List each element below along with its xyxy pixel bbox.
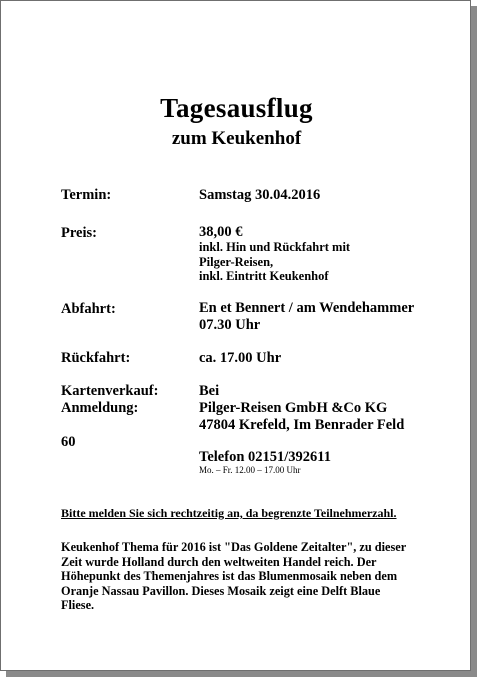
anmeldung-label: Anmeldung: <box>61 400 139 416</box>
paragraph-line-1: Keukenhof Thema für 2016 ist "Das Goldene Zeitalter", zu dieser <box>61 540 407 554</box>
page-subtitle: zum Keukenhof <box>171 128 302 149</box>
kartenverkauf-value: Bei <box>199 383 220 399</box>
page-title: Tagesausflug <box>160 93 313 123</box>
termin-value: Samstag 30.04.2016 <box>199 187 321 203</box>
paragraph-line-4: Oranje Nassau Pavillon. Dieses Mosaik zeigt eine Delft Blaue <box>61 583 381 598</box>
termin-label: Termin: <box>61 187 112 203</box>
paragraph-line-5: Fliese. <box>61 598 95 613</box>
preis-line-1: inkl. Hin und Rückfahrt mit <box>199 240 351 254</box>
preis-line-3: inkl. Eintritt Keukenhof <box>199 269 329 283</box>
telefon-value: Telefon 02151/392611 <box>199 449 331 465</box>
kartenverkauf-label: Kartenverkauf: <box>61 383 159 399</box>
anmeldung-line-1: Pilger-Reisen GmbH &Co KG <box>199 400 388 416</box>
registration-notice: Bitte melden Sie sich rechtzeitig an, da begrenzte Teilnehmerzahl. <box>61 506 397 520</box>
anmeldung-line-2: 47804 Krefeld, Im Benrader Feld <box>199 417 405 433</box>
telefon-hours: Mo. – Fr. 12.00 – 17.00 Uhr <box>199 465 301 475</box>
abfahrt-label: Abfahrt: <box>61 301 116 317</box>
preis-line-2: Pilger-Reisen, <box>199 255 274 269</box>
abfahrt-line-2: 07.30 Uhr <box>199 317 261 333</box>
rueckfahrt-label: Rückfahrt: <box>61 350 131 366</box>
preis-amount: 38,00 € <box>199 224 243 240</box>
keukenhof-description <box>61 540 431 613</box>
rueckfahrt-value: ca. 17.00 Uhr <box>199 350 282 366</box>
page-shadow-bottom <box>6 671 477 677</box>
preis-label: Preis: <box>61 225 97 241</box>
paragraph-line-3: Höhepunkt des Themenjahres ist das Blumenmosaik neben dem <box>61 569 398 584</box>
paragraph-line-2: Zeit wurde Holland durch den weltweiten Handel reich. Der <box>61 554 377 569</box>
stray-number: 60 <box>61 434 76 450</box>
abfahrt-line-1: En et Bennert / am Wendehammer <box>199 300 415 316</box>
